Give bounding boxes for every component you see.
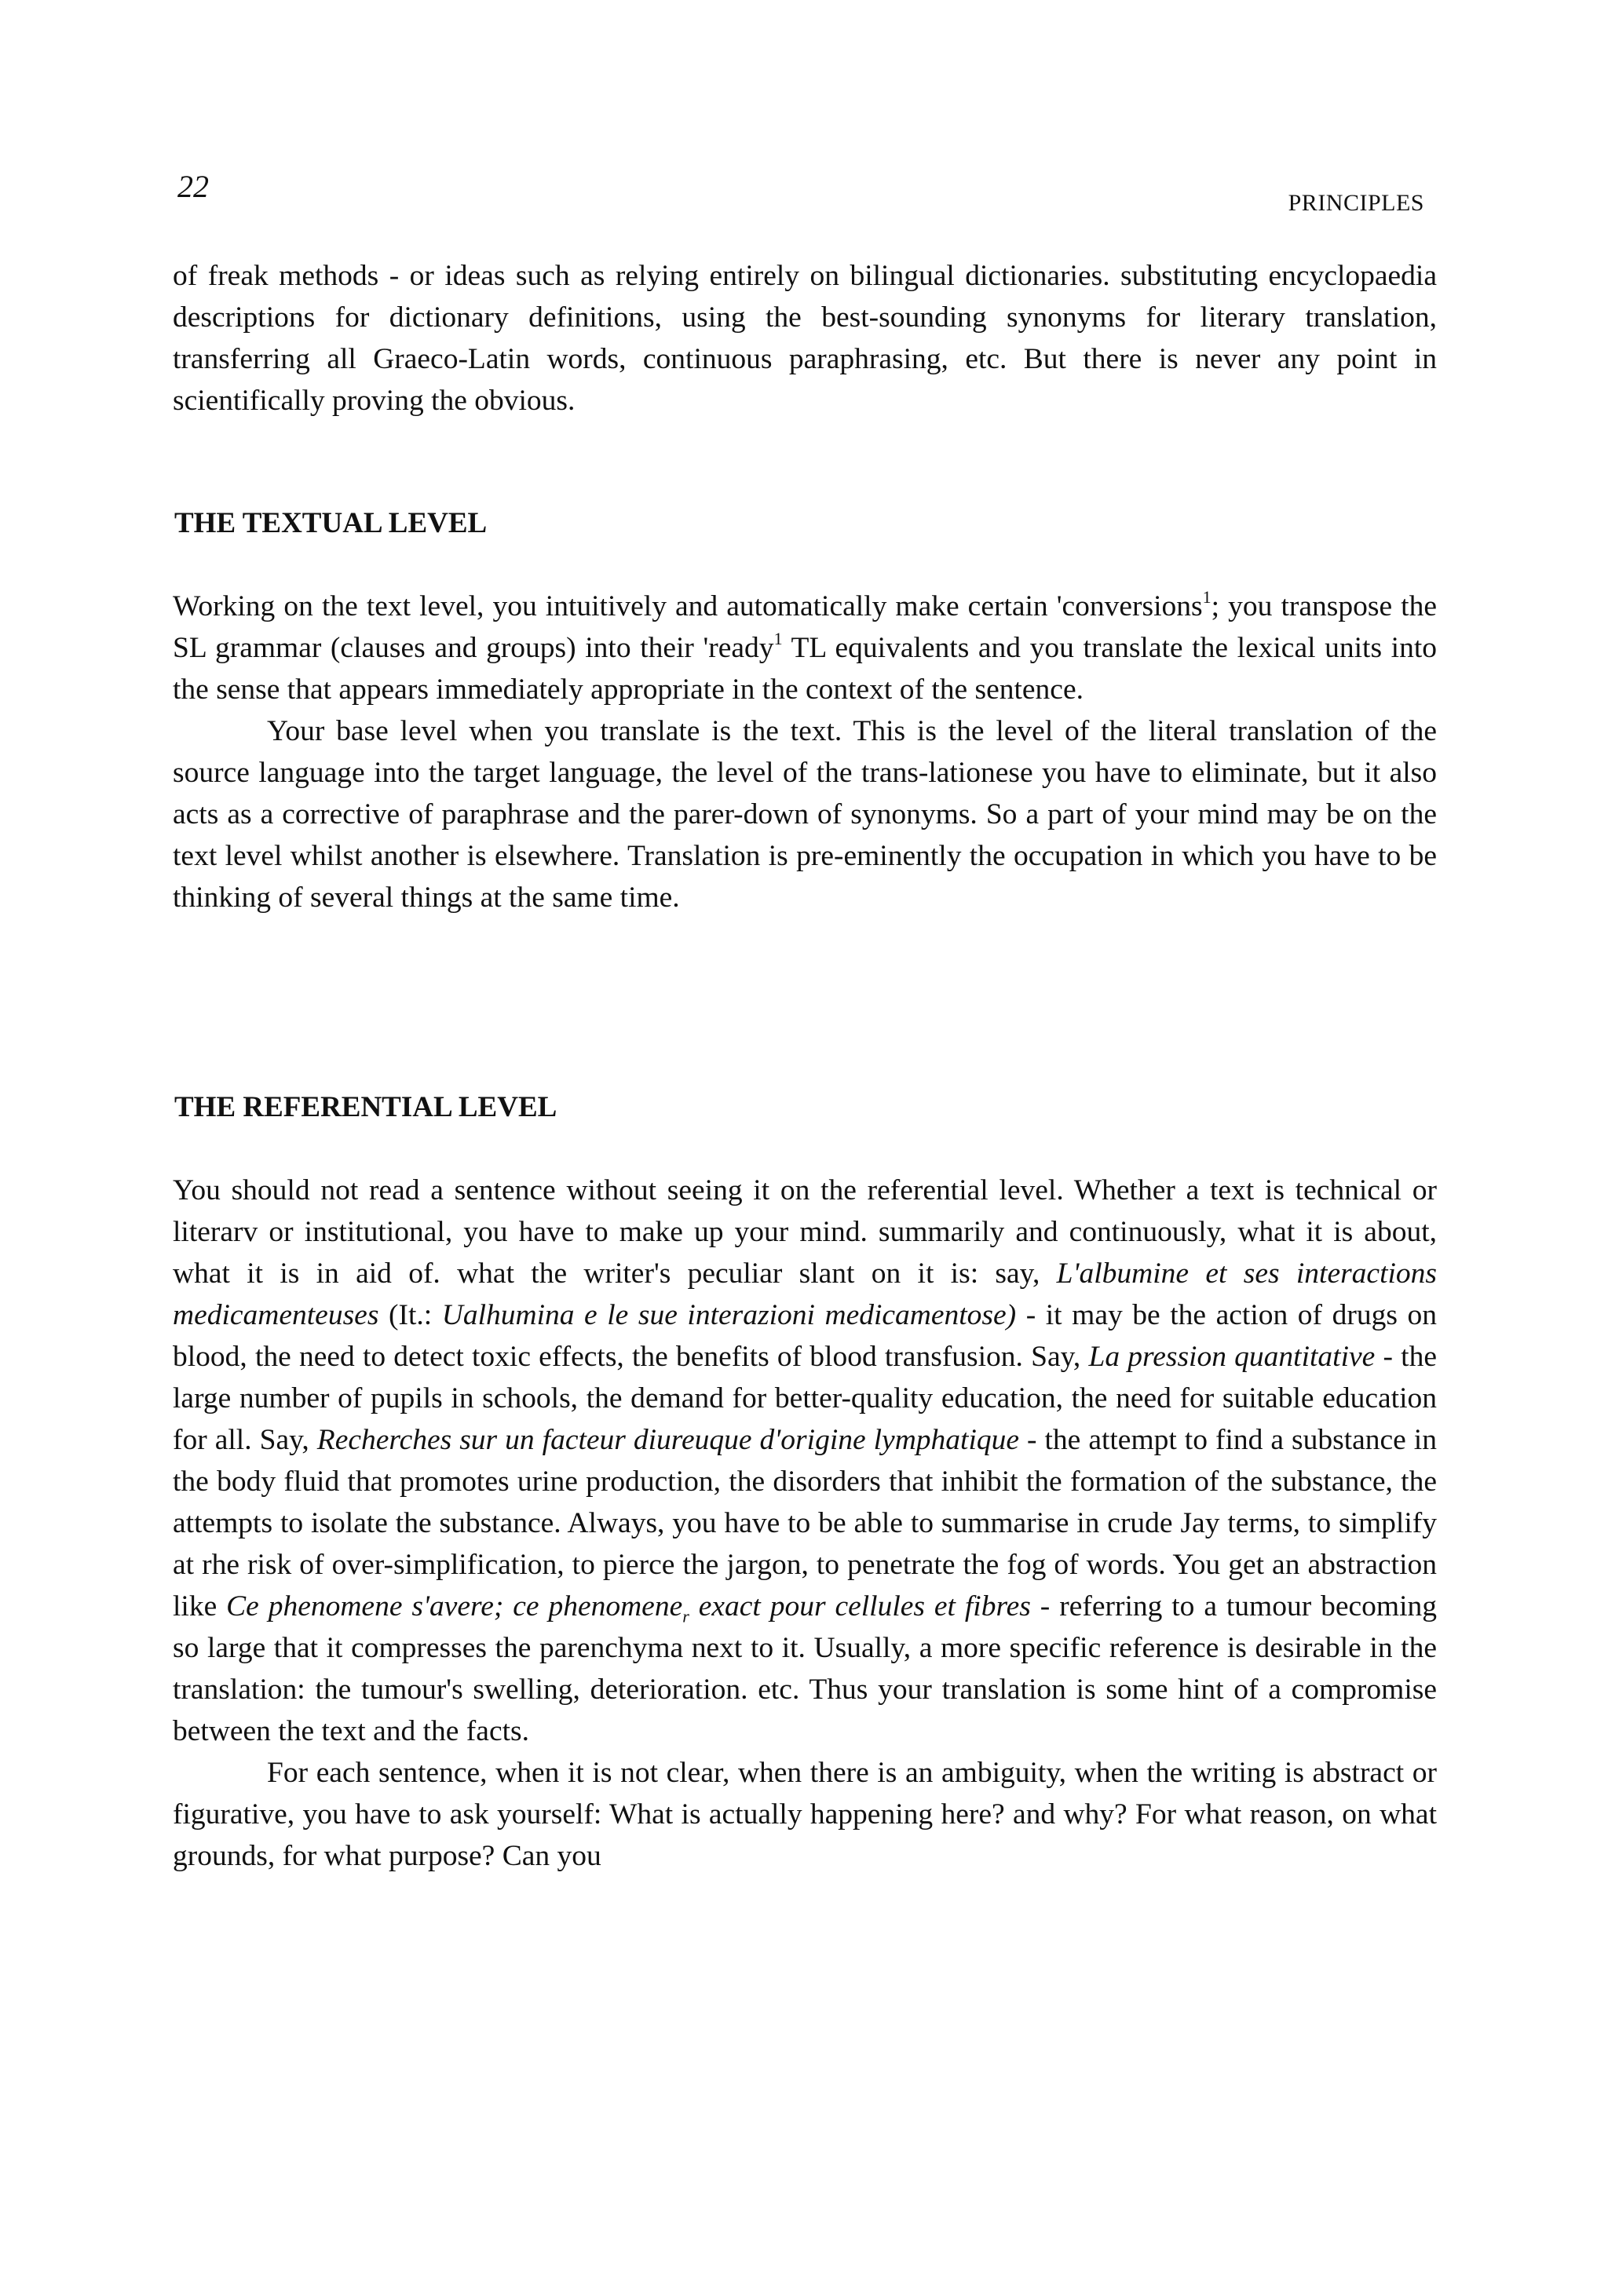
ref-p1-italic-4: Recherches sur un facteur diureuque d'origine lymphatique [316,1424,1020,1456]
textual-p1-part-b: ; you transpose the SL grammar (clauses and groups) into their 'ready [173,590,1437,664]
intro-text: of freak methods - or ideas such as relying entirely on bilingual dictionaries. substituting encyclopaedia descriptions for dictionary definitions, using the best-sounding synonyms for literary translation, transferring all Graeco-Latin words, continuous paraphrasing, etc. But there is never any point in scientifically proving the obvious. [173,260,1437,417]
heading-referential-level: THE REFERENTIAL LEVEL [174,1091,557,1123]
ref-p1-s2: (It.: [378,1299,442,1331]
ref-p1-italic-5b: exact pour cellules et fibres [689,1590,1031,1623]
intro-paragraph [173,255,1437,422]
ref-p1-s3: - it may be the action of drugs on blood, the need to detect toxic effects, the benefits of blood transfusion. Say, [173,1299,1437,1373]
ref-p1-italic-2: Ualhumina e le sue interazioni medicamentose) [441,1299,1017,1331]
footnote-ref-1: 1 [1202,586,1211,607]
textual-paragraph-2: Your base level when you translate is the text. This is the level of the literal translation of the source language into the target language, the level of the trans-lationese you have to eliminate, but it also acts as a corrective of paraphrase and the parer-down of synonyms. So a part of your mind may be on the text level whilst another is elsewhere. Translation is pre-eminently the occupation in which you have to be thinking of several things at the same time. [173,715,1437,914]
ref-p1-s1: You should not read a sentence without seeing it on the referential level. Whether a text is technical or literarv or institutional, you have to make up your mind. summarily and continuously, what it is about, what it is in aid of. what the writer's peculiar slant on it is: say, [173,1174,1437,1290]
page-number: 22 [177,169,209,204]
textual-p1-part-a: Working on the text level, you intuitively and automatically make certain 'conversions [173,590,1203,622]
ref-p1-s5: - the attempt to find a substance in the body fluid that promotes urine production, the disorders that inhibit the formation of the substance, the attempts to isolate the substance. Always, you have to be able to summarise in crude Jay terms, to simplify at rhe risk of over-simplification, to pierce the jargon, to penetrate the fog of words. You get an abstraction like [173,1424,1437,1623]
ref-p1-italic-5a: Ce phenomene s'avere; ce phenomene [226,1590,683,1623]
ref-p1-s6: - referring to a tumour becoming so large that it compresses the parenchyma next to it. Usually, a more specific reference is desirable in the translation: the tumour's swelling, deterioration. etc. Thus your translation is some hint of a compromise between the text and the facts. [173,1590,1437,1747]
ref-p1-italic-5-subscript: r [682,1606,689,1626]
textual-level-section [173,586,1437,918]
ref-p1-italic-1: L'albumine et ses interactions medicamenteuses [173,1258,1438,1331]
textual-paragraph-1 [173,586,1437,710]
referential-paragraph-1 [173,1170,1437,1752]
ref-p1-s4: - the large number of pupils in schools, the demand for better-quality education, the need for suitable education for all. Say, [173,1341,1437,1456]
referential-level-section [173,1170,1437,1877]
heading-textual-level: THE TEXTUAL LEVEL [174,507,488,539]
referential-paragraph-2: For each sentence, when it is not clear, when there is an ambiguity, when the writing is abstract or figurative, you have to ask yourself: What is actually happening here? and why? For what reason, on what grounds, for what purpose? Can you [173,1757,1437,1872]
ref-p1-italic-3: La pression quantitative [1088,1341,1376,1373]
textual-p1-part-c: TL equivalents and you translate the lexical units into the sense that appears immediately appropriate in the context of the sentence. [173,632,1437,706]
footnote-ref-2: 1 [773,628,783,648]
running-head: PRINCIPLES [1288,190,1424,216]
